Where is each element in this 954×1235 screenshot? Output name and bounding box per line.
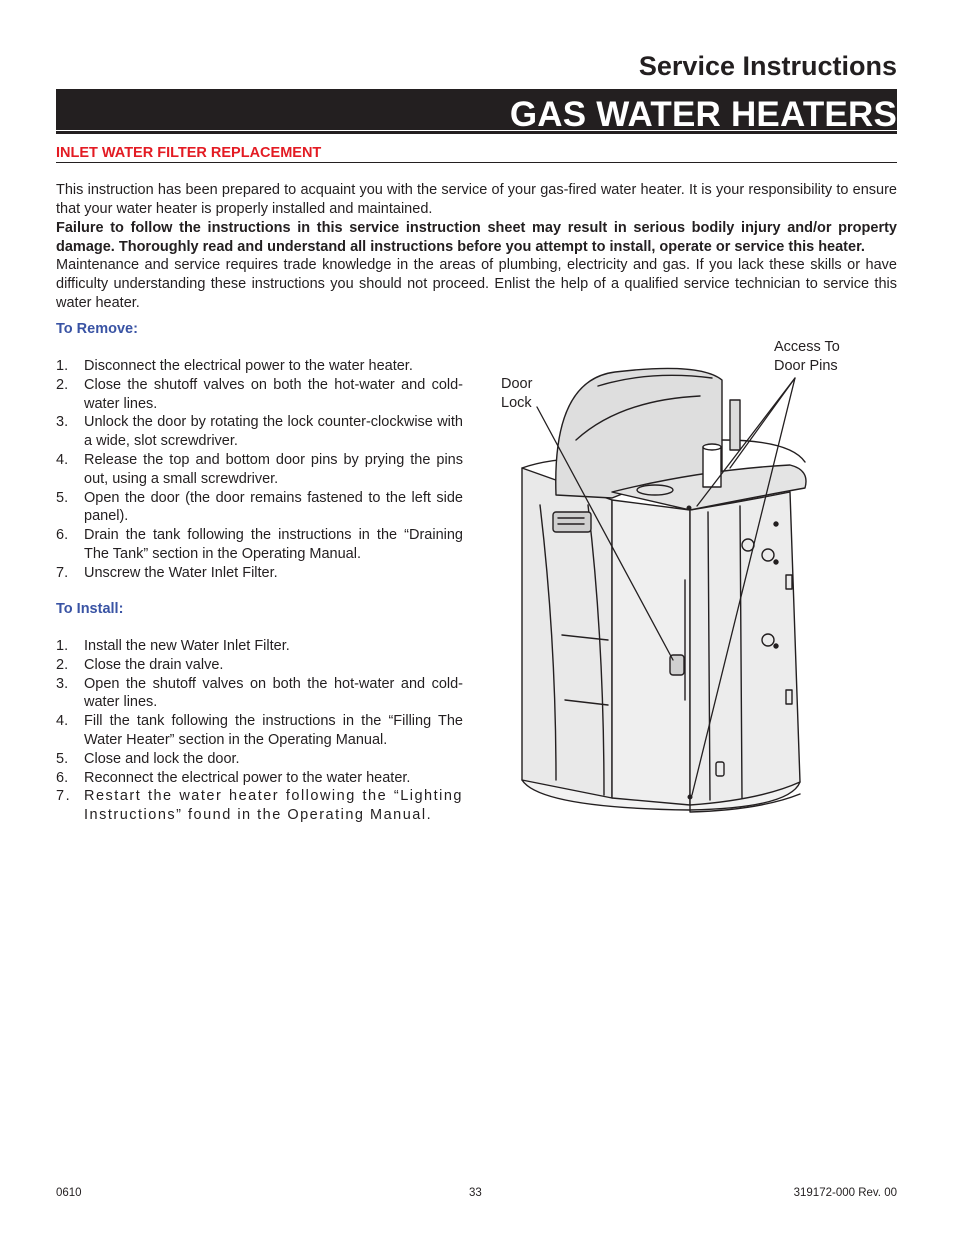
page-title: GAS WATER HEATERS bbox=[509, 95, 897, 134]
header-subtitle: Service Instructions bbox=[638, 51, 897, 81]
remove-steps-list bbox=[56, 357, 463, 583]
step-number: 3. bbox=[56, 675, 69, 692]
step-number: 7. bbox=[56, 788, 72, 805]
remove-step bbox=[56, 489, 463, 527]
step-text: Close the drain valve. bbox=[84, 656, 224, 673]
step-number: 1. bbox=[56, 358, 69, 374]
install-step bbox=[56, 769, 463, 788]
step-text: Unscrew the Water Inlet Filter. bbox=[84, 564, 278, 581]
step-number: 5. bbox=[56, 489, 69, 506]
remove-step bbox=[56, 451, 463, 489]
step-number: 4. bbox=[56, 713, 69, 730]
heater-flue-pipe bbox=[703, 447, 721, 487]
callout-door-lock-line1: Door bbox=[501, 376, 533, 392]
step-text: Close the shutoff valves on both the hot-water and cold-water lines. bbox=[84, 376, 463, 412]
step-text: Drain the tank following the instructions in the “Draining The Tank” section in the Operating Manual. bbox=[84, 527, 463, 562]
heater-door bbox=[612, 500, 690, 805]
step-text: Reconnect the electrical power to the water heater. bbox=[84, 769, 411, 786]
step-text: Install the new Water Inlet Filter. bbox=[84, 638, 290, 654]
remove-step bbox=[56, 564, 463, 583]
step-text: Open the door (the door remains fastened to the left side panel). bbox=[84, 489, 463, 525]
maintenance-paragraph: Maintenance and service requires trade knowledge in the areas of plumbing, electricity and gas. If you lack these skills or have difficulty understanding these instructions you should not proceed. Enlist the help of a qualified service technician to service this water heater. bbox=[56, 257, 897, 311]
step-number: 6. bbox=[56, 769, 69, 786]
step-text: Restart the water heater following the “Lighting Instructions” found in the Operating Manual. bbox=[84, 788, 463, 824]
step-number: 3. bbox=[56, 414, 69, 431]
install-step bbox=[56, 750, 463, 769]
callout-access-line2: Door Pins bbox=[774, 358, 838, 374]
footer-date-code: 0610 bbox=[56, 1187, 82, 1199]
remove-step bbox=[56, 376, 463, 414]
remove-step bbox=[56, 357, 463, 376]
step-number: 4. bbox=[56, 451, 69, 468]
remove-step bbox=[56, 526, 463, 564]
step-number: 7. bbox=[56, 564, 69, 581]
remove-heading: To Remove: bbox=[56, 321, 138, 337]
remove-step bbox=[56, 413, 463, 451]
install-step bbox=[56, 712, 463, 750]
install-step bbox=[56, 637, 463, 656]
callout-access-door-pins bbox=[774, 338, 840, 376]
callout-door-lock-line2: Lock bbox=[501, 395, 532, 411]
section-heading: INLET WATER FILTER REPLACEMENT bbox=[56, 145, 322, 161]
callout-door-lock bbox=[501, 375, 532, 413]
install-step bbox=[56, 675, 463, 713]
step-number: 5. bbox=[56, 750, 69, 767]
step-number: 2. bbox=[56, 656, 69, 673]
install-step bbox=[56, 787, 463, 825]
install-heading: To Install: bbox=[56, 601, 124, 617]
step-text: Close and lock the door. bbox=[84, 750, 240, 767]
step-text: Fill the tank following the instructions in the “Filling The Water Heater” section in the Operating Manual. bbox=[84, 713, 463, 748]
warning-paragraph: Failure to follow the instructions in this service instruction sheet may result in serious bodily injury and/or property damage. Thoroughly read and understand all instructions before you attempt to install, operate or service this heater. bbox=[56, 220, 897, 255]
install-steps-list bbox=[56, 637, 463, 825]
step-text: Open the shutoff valves on both the hot-water and cold-water lines. bbox=[84, 675, 463, 711]
control-display-icon bbox=[553, 512, 591, 532]
step-number: 6. bbox=[56, 527, 69, 544]
heater-right-panel bbox=[690, 492, 800, 805]
callout-access-line1: Access To bbox=[774, 339, 840, 355]
step-text: Unlock the door by rotating the lock counter-clockwise with a wide, slot screwdriver. bbox=[84, 414, 463, 450]
step-text: Disconnect the electrical power to the water heater. bbox=[84, 358, 413, 374]
water-heater-illustration bbox=[500, 340, 820, 820]
step-text: Release the top and bottom door pins by prying the pins out, using a small screwdriver. bbox=[84, 451, 463, 487]
section-divider bbox=[56, 162, 897, 163]
step-number: 2. bbox=[56, 376, 69, 393]
intro-paragraph: This instruction has been prepared to acquaint you with the service of your gas-fired water heater. It is your responsibility to ensure that your water heater is properly installed and maintained. bbox=[56, 182, 897, 217]
footer-page-number: 33 bbox=[469, 1187, 482, 1199]
footer-document-number: 319172-000 Rev. 00 bbox=[793, 1187, 897, 1199]
install-step bbox=[56, 656, 463, 675]
step-number: 1. bbox=[56, 638, 69, 654]
